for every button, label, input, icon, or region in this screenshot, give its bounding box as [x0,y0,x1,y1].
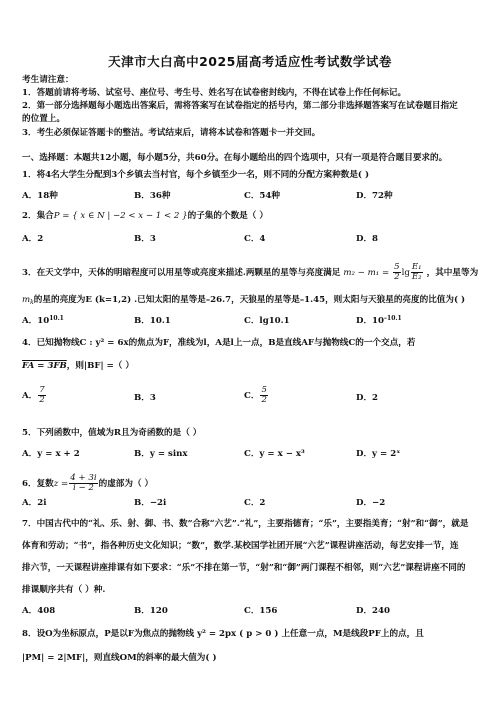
option-c[interactable]: C．2 [244,498,266,508]
option-c[interactable]: C．156 [244,606,278,616]
question-5-stem: 5．下列函数中，值域为R且为奇函数的是（ ） [22,428,202,438]
notice-2: 2．第一部分选择题每小题选出答案后，需将答案写在试卷指定的括号内，第二部分非选择题答案写在试卷题目指定 [22,101,458,111]
option-a[interactable]: A．y = x + 2 [22,449,80,459]
q2-post: 的子集的个数是（ ） [187,211,268,221]
option-d[interactable]: D．240 [356,606,390,616]
option-d[interactable]: D．−2 [356,498,386,508]
notice-3: 3．考生必须保证答题卡的整洁。考试结束后，请将本试卷和答题卡一并交回。 [22,128,321,138]
question-7-line-2: 体育和劳动；“书”，指各种历史文化知识；“数”，数学.某校国学社团开展“六艺”课程讲座活动，每艺安排一节，连 [22,541,459,551]
question-4-line-1: 4．已知抛物线C : y² = 6x的焦点为F，准线为l，A是l上一点，B是直线AF与抛物线C的一个交点，若 [22,338,416,348]
option-b[interactable]: B．−2i [134,498,167,508]
question-6-stem: 6．复数z = $\frac{4 + 3i}{i - 2}$ 的虚部为（ ） [22,473,154,493]
option-d[interactable]: D．2 [356,393,379,403]
question-4-line-2: FA = 3FB，则|BF| =（ ） [22,361,134,371]
option-d[interactable]: D．$10^{-10.1}$ [356,315,402,326]
option-c[interactable]: C． $\frac{5}{2}$ [244,385,267,405]
q3-formula-lhs: m₂ − m₁ = [343,268,390,278]
page-title: 天津市大白高中2025届高考适应性考试数学试卷 [108,54,392,69]
question-8-line-2: |PM| = 2|MF|，则直线OM的斜率的最大值为( ) [22,653,217,663]
q3-line1-post: ，其中星等为 [426,268,479,278]
notice-2-cont: 的位置上。 [22,114,65,124]
q2-set-math: P = { x ∈ N | −2 < x − 1 < 2 } [53,211,188,221]
q6-fraction: $\frac{4 + 3i}{i - 2}$ [70,473,97,493]
option-d[interactable]: D．8 [356,234,379,244]
option-a[interactable]: A．18种 [22,191,58,201]
question-2-stem [22,210,486,222]
q3-lg: lg [401,268,410,278]
option-b[interactable]: B．y = sinx [134,449,188,459]
section-intro: 一、选择题：本题共12小题，每小题5分，共60分。在每小题给出的四个选项中，只有一项是符合题目要求的。 [22,153,448,163]
option-b[interactable]: B．36种 [134,191,171,201]
option-b[interactable]: B．3 [134,393,156,403]
question-7-line-4: 排课顺序共有（ ）种. [22,585,106,595]
q2-pre: 2．集合 [22,211,54,221]
q4-vector-eq: FA = 3FB [22,361,67,371]
q3-line1-text: 3．在天文学中，天体的明暗程度可以用星等或亮度来描述.两颗星的星等与亮度满足 [22,268,341,278]
option-c[interactable]: C．lg10.1 [244,316,290,326]
option-c[interactable]: C．y = x − x³ [244,449,305,459]
option-c[interactable]: C．54种 [244,191,280,201]
option-a[interactable]: A．$10^{10.1}$ [22,315,64,326]
option-b[interactable]: B．3 [134,234,156,244]
option-b[interactable]: B．10.1 [134,316,171,326]
question-8-line-1: 8．设O为坐标原点，P是以F为焦点的抛物线 y² = 2px ( p > 0 ) 上任意一点，M是线段PF上的点，且 [22,629,424,639]
option-d[interactable]: D．y = 2ˣ [356,449,401,459]
option-c[interactable]: C．4 [244,234,266,244]
option-d[interactable]: D．72种 [356,191,393,201]
q3-fraction: $\frac{5}{2}$ [394,262,400,282]
option-a[interactable]: A．2i [22,498,47,508]
question-7-line-1: 7．中国古代中的“礼、乐、射、御、书、数”合称“六艺”.“礼”，主要指德育；“乐”，主要指美育；“射”和“御”，就是 [22,519,469,529]
question-3-line-2: $m_k$的星的亮度为E (k=1,2) .已知太阳的星等是–26.7，天狼星的星等是–1.45，则太阳与天狼星的亮度的比值为( ) [22,295,466,306]
question-7-line-3: 排六节，一天课程讲座排课有如下要求：“乐”不排在第一节，“射”和“御”两门课程不相邻，则“六艺”课程讲座不同的 [22,563,466,573]
question-1-stem: 1．将4名大学生分配到3个乡镇去当村官，每个乡镇至少一名，则不同的分配方案种数是( ) [22,170,370,180]
notice-1: 1．答题前请将考场、试室号、座位号、考生号、姓名写在试卷密封线内，不得在试卷上作任何标记。 [22,88,407,98]
option-a[interactable]: A．408 [22,606,56,616]
option-a[interactable]: A． $\frac{7}{2}$ [22,385,45,405]
q3-lg-fraction: $\frac{\text{E₁}}{\text{E₂}}$ [411,262,422,282]
notice-header: 考生请注意： [22,75,74,85]
option-b[interactable]: B．120 [134,606,168,616]
question-3-line-1 [22,263,486,282]
option-a[interactable]: A．2 [22,234,44,244]
